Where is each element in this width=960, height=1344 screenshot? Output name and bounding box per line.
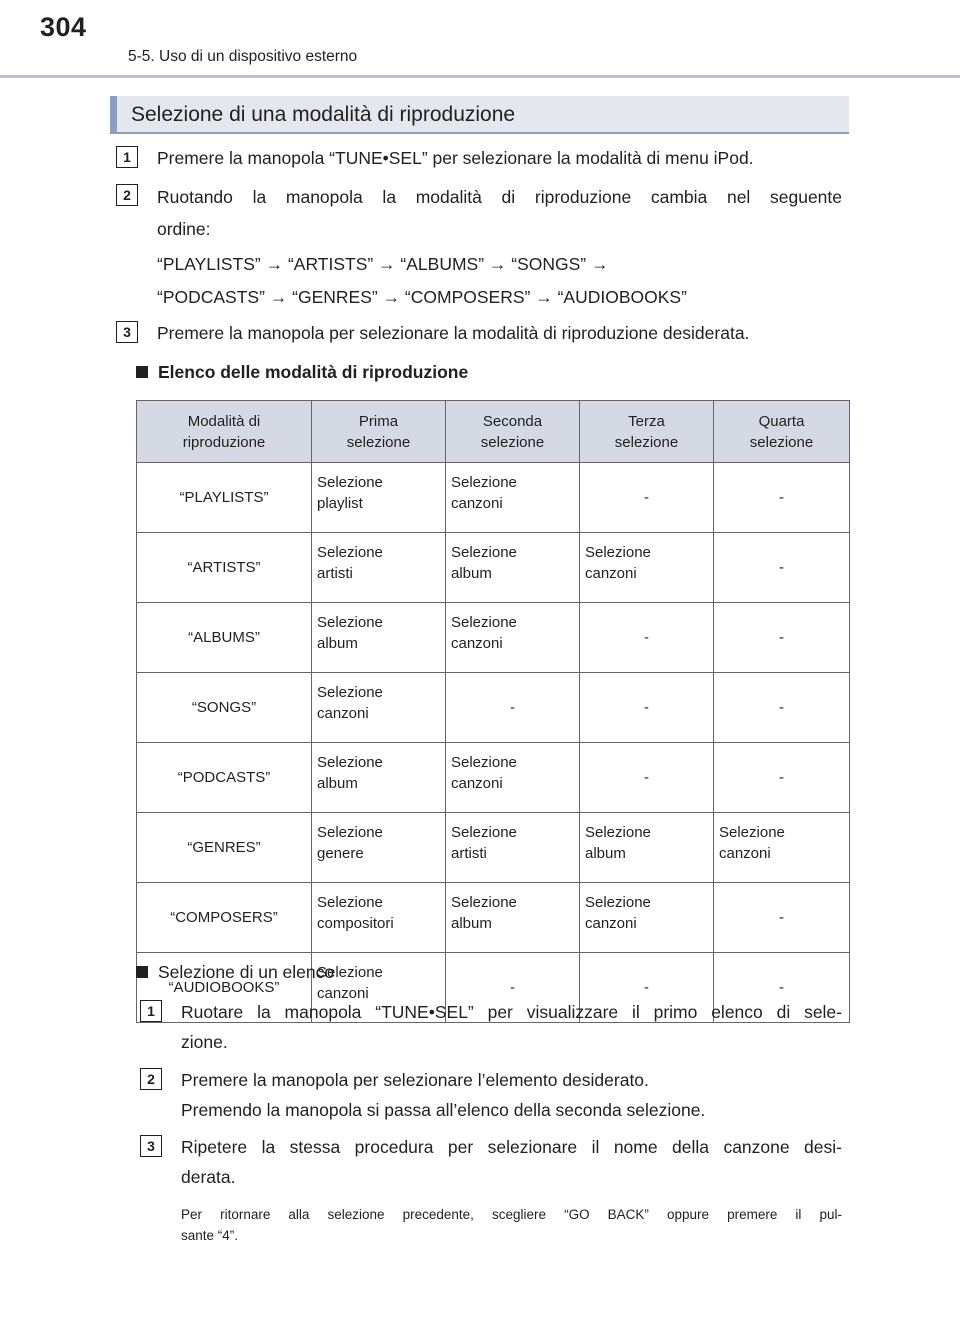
play-order-line2: “PODCASTS” → “GENRES” → “COMPOSERS” → “AUDIOBOOKS” — [157, 287, 687, 307]
header-third: Terza selezione — [580, 401, 714, 463]
value-cell: Selezione canzoni — [312, 673, 446, 743]
value-cell: Selezione canzoni — [580, 883, 714, 953]
section-header — [110, 96, 849, 134]
list-select-heading — [136, 962, 334, 983]
note-line1: Per ritornare alla selezione precedente, scegliere “GO BACK” oppure premere il pul- — [181, 1207, 842, 1222]
value-cell: Selezione artisti — [446, 813, 580, 883]
table-row — [137, 673, 850, 743]
step-2-line2: ordine: — [157, 219, 211, 239]
list-step-3-line2: derata. — [181, 1167, 236, 1187]
bullet-square-icon — [136, 366, 148, 378]
table-row — [137, 603, 850, 673]
value-cell: Selezione album — [312, 603, 446, 673]
value-cell: - — [714, 533, 850, 603]
value-cell: - — [714, 673, 850, 743]
value-cell: Selezione canzoni — [446, 603, 580, 673]
value-cell: - — [446, 673, 580, 743]
step-number-2: 2 — [116, 184, 138, 206]
table-row — [137, 533, 850, 603]
note-line2: sante “4”. — [181, 1228, 239, 1243]
step-2-line1: Ruotando la manopola la modalità di riproduzione cambia nel seguente — [157, 187, 842, 207]
value-cell: Selezione album — [446, 533, 580, 603]
value-cell: - — [580, 953, 714, 1023]
value-cell: - — [580, 603, 714, 673]
play-order-line1: “PLAYLISTS” → “ARTISTS” → “ALBUMS” → “SONGS” → — [157, 254, 609, 274]
header-rule — [0, 75, 960, 78]
section-title: Selezione di una modalità di riproduzione — [131, 103, 516, 126]
value-cell: Selezione canzoni — [714, 813, 850, 883]
step-1-text: Premere la manopola “TUNE•SEL” per selezionare la modalità di menu iPod. — [157, 148, 754, 168]
list-step-number-3: 3 — [140, 1135, 162, 1157]
step-3-text: Premere la manopola per selezionare la modalità di riproduzione desiderata. — [157, 323, 750, 343]
list-step-number-2: 2 — [140, 1068, 162, 1090]
table-row — [137, 883, 850, 953]
mode-cell: “PODCASTS” — [137, 743, 312, 813]
table-row — [137, 463, 850, 533]
value-cell: Selezione canzoni — [312, 953, 446, 1023]
value-cell: Selezione artisti — [312, 533, 446, 603]
mode-cell: “COMPOSERS” — [137, 883, 312, 953]
table-header-row — [137, 401, 850, 463]
value-cell: Selezione canzoni — [580, 533, 714, 603]
value-cell: - — [714, 953, 850, 1023]
table-row — [137, 743, 850, 813]
bullet-square-icon — [136, 966, 148, 978]
step-number-3: 3 — [116, 321, 138, 343]
running-head: 5-5. Uso di un dispositivo esterno — [128, 48, 358, 65]
value-cell: Selezione album — [580, 813, 714, 883]
list-step-1-line2: zione. — [181, 1032, 228, 1052]
value-cell: - — [580, 463, 714, 533]
value-cell: Selezione canzoni — [446, 743, 580, 813]
mode-cell: “SONGS” — [137, 673, 312, 743]
page-number: 304 — [40, 12, 87, 42]
mode-list-title: Elenco delle modalità di riproduzione — [158, 362, 469, 382]
list-step-2-line2: Premendo la manopola si passa all’elenco della seconda selezione. — [181, 1100, 706, 1120]
header-fourth: Quarta selezione — [714, 401, 850, 463]
value-cell: Selezione album — [312, 743, 446, 813]
mode-list-heading — [136, 362, 468, 383]
mode-cell: “PLAYLISTS” — [137, 463, 312, 533]
mode-cell: “ALBUMS” — [137, 603, 312, 673]
value-cell: - — [714, 743, 850, 813]
play-modes-table — [136, 400, 850, 1023]
value-cell: - — [580, 743, 714, 813]
header-second: Seconda selezione — [446, 401, 580, 463]
value-cell: - — [446, 953, 580, 1023]
list-step-3-line1: Ripetere la stessa procedura per selezionare il nome della canzone desi- — [181, 1137, 842, 1157]
value-cell: Selezione album — [446, 883, 580, 953]
value-cell: Selezione playlist — [312, 463, 446, 533]
header-first: Prima selezione — [312, 401, 446, 463]
value-cell: - — [580, 673, 714, 743]
value-cell: - — [714, 883, 850, 953]
list-step-number-1: 1 — [140, 1000, 162, 1022]
mode-cell: “AUDIOBOOKS” — [137, 953, 312, 1023]
list-select-title: Selezione di un elenco — [158, 962, 335, 982]
value-cell: Selezione genere — [312, 813, 446, 883]
step-number-1: 1 — [116, 146, 138, 168]
value-cell: Selezione canzoni — [446, 463, 580, 533]
list-step-2-line1: Premere la manopola per selezionare l’elemento desiderato. — [181, 1070, 649, 1090]
mode-cell: “ARTISTS” — [137, 533, 312, 603]
header-mode: Modalità di riproduzione — [137, 401, 312, 463]
value-cell: - — [714, 463, 850, 533]
table-row — [137, 813, 850, 883]
list-step-1-line1: Ruotare la manopola “TUNE•SEL” per visualizzare il primo elenco di sele- — [181, 1002, 842, 1022]
value-cell: Selezione compositori — [312, 883, 446, 953]
value-cell: - — [714, 603, 850, 673]
mode-cell: “GENRES” — [137, 813, 312, 883]
